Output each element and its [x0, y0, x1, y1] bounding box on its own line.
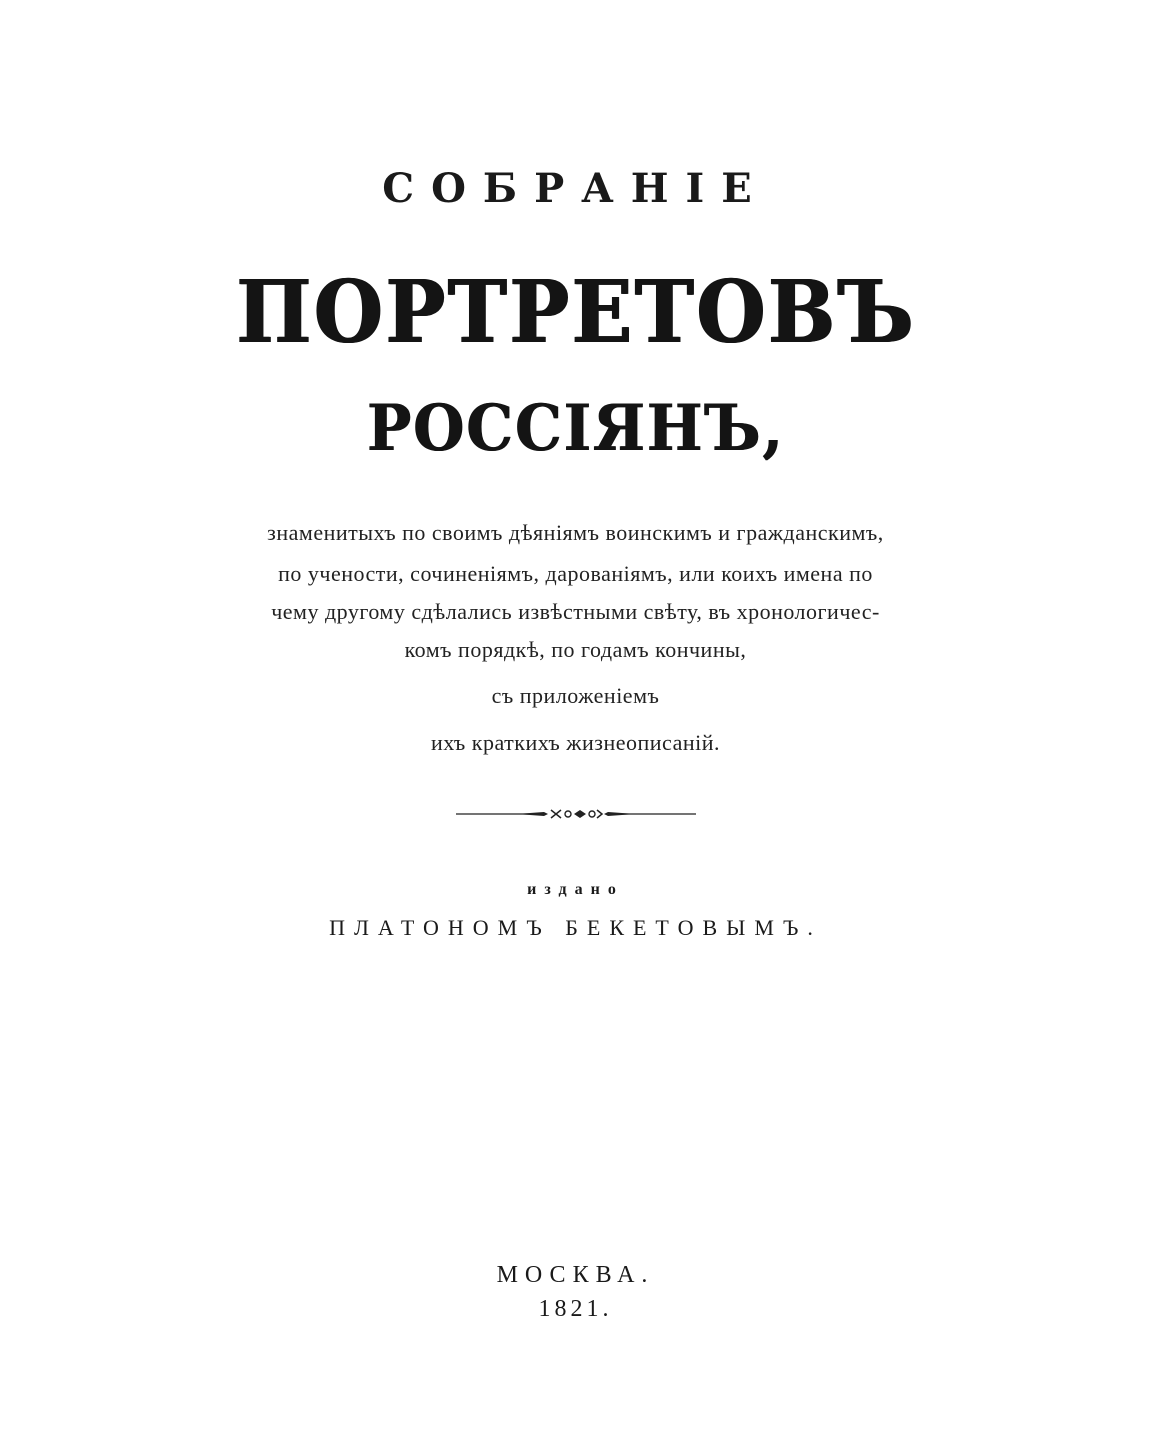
ornamental-rule-icon [456, 804, 696, 824]
subtitle-line-5: съ приложеніемъ [491, 683, 660, 708]
subtitle-line-4: комъ порядкѣ, по годамъ кончины, [404, 637, 747, 662]
publisher-label: издано [527, 881, 624, 898]
title-line-1: СОБРАНІЕ [382, 165, 769, 212]
title-line-2: ПОРТРЕТОВЪ [235, 262, 916, 363]
publisher-name: ПЛАТОНОМЪ БЕКЕТОВЫМЪ. [329, 915, 822, 940]
subtitle-line-6: ихъ краткихъ жизнеописаній. [430, 730, 720, 755]
subtitle-line-2: по учености, сочиненіямъ, дарованіямъ, или коихъ имена по [278, 561, 873, 586]
imprint-year: 1821. [538, 1296, 613, 1322]
title-line-3: РОССІЯНЪ, [366, 391, 785, 466]
imprint-city: МОСКВА. [496, 1262, 655, 1288]
subtitle-line-3: чему другому сдѣлались извѣстными свѣту, въ хронологичес- [271, 599, 880, 624]
subtitle-line-1: знаменитыхъ по своимъ дѣяніямъ воинскимъ и гражданскимъ, [267, 520, 884, 545]
